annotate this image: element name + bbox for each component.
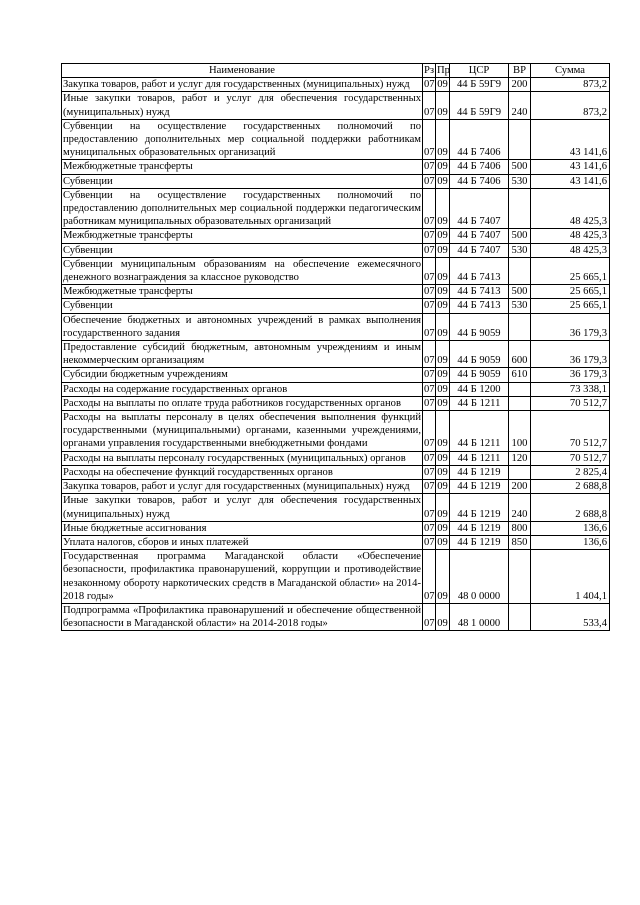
table-row: [62, 368, 610, 382]
row-vr: [509, 188, 531, 229]
row-name: Предоставление субсидий бюджетным, автономным учреждениям и иным некоммерческим организациям: [63, 342, 421, 367]
row-name: Закупка товаров, работ и услуг для государственных (муниципальных) нужд: [62, 78, 423, 92]
row-vr: 240: [509, 494, 531, 521]
table-row: [62, 603, 610, 630]
row-sum: 1 404,1: [531, 550, 610, 604]
row-csr: 44 Б 1219: [450, 521, 509, 535]
row-sum: 136,6: [531, 521, 610, 535]
row-vr: 100: [509, 411, 531, 452]
row-rz: 07: [423, 313, 436, 340]
row-rz: 07: [424, 286, 435, 298]
row-pr: 09: [437, 383, 448, 395]
table-row: [62, 480, 610, 494]
row-rz: 07: [424, 522, 435, 534]
row-sum: 36 179,3: [531, 313, 610, 340]
header-csr: ЦСР: [450, 64, 509, 78]
row-name: Межбюджетные трансферты: [62, 160, 423, 174]
row-pr: 09: [436, 494, 450, 521]
table-row: [62, 188, 610, 229]
table-row: [62, 92, 610, 119]
row-vr: 200: [509, 480, 531, 494]
row-pr: 09: [436, 92, 450, 119]
row-rz: 07: [424, 481, 435, 493]
row-name: Расходы на выплаты персоналу государственных (муниципальных) органов: [62, 451, 423, 465]
row-sum: 70 512,7: [531, 451, 610, 465]
table-row: [62, 535, 610, 549]
row-pr: 09: [436, 257, 450, 284]
table-row: [62, 494, 610, 521]
table-row: [62, 119, 610, 160]
table-row: [62, 341, 610, 368]
row-vr: [509, 119, 531, 160]
row-sum: 36 179,3: [531, 341, 610, 368]
table-row: [62, 550, 610, 604]
row-vr: 800: [509, 521, 531, 535]
row-vr: 500: [509, 229, 531, 243]
row-csr: 44 Б 9059: [450, 313, 509, 340]
table-row: [62, 396, 610, 410]
table-row: [62, 174, 610, 188]
row-rz: 07: [424, 79, 435, 91]
row-name: Расходы на выплаты персоналу в целях обеспечения выполнения функций государственными (муниципальными) органами, казенными учреждениями, органами управления государственными внебюджетными фондами: [63, 412, 421, 450]
row-name: Субвенции на осуществление государственных полномочий по предоставлению дополнительных мер социальной поддержки педагогическим работникам муниципальных образовательных организаций: [63, 189, 421, 228]
row-csr: 44 Б 1219: [450, 465, 509, 479]
row-name: Субвенции на осуществление государственных полномочий по предоставлению дополнительных мер социальной поддержки работникам муниципальных образовательных организаций: [63, 120, 421, 159]
row-rz: 07: [424, 383, 435, 395]
row-rz: 07: [423, 603, 436, 630]
row-vr: [509, 313, 531, 340]
row-pr: 09: [437, 79, 448, 91]
row-name: Иные закупки товаров, работ и услуг для обеспечения государственных (муниципальных) нужд: [63, 93, 421, 118]
row-pr: 09: [437, 369, 448, 381]
header-name: Наименование: [62, 64, 423, 78]
row-pr: 09: [437, 466, 448, 478]
row-sum: 25 665,1: [531, 299, 610, 313]
row-vr: [509, 382, 531, 396]
row-csr: 44 Б 59Г9: [450, 92, 509, 119]
row-csr: 44 Б 7413: [450, 285, 509, 299]
table-header-row: [62, 64, 610, 78]
row-csr: 44 Б 1219: [450, 494, 509, 521]
table-row: [62, 451, 610, 465]
row-csr: 44 Б 1211: [450, 396, 509, 410]
row-vr: 850: [509, 535, 531, 549]
row-rz: 07: [424, 397, 435, 409]
row-vr: 200: [509, 78, 531, 92]
row-sum: 2 688,8: [531, 494, 610, 521]
row-rz: 07: [424, 536, 435, 548]
row-sum: 25 665,1: [531, 285, 610, 299]
row-csr: 48 0 0000: [450, 550, 509, 604]
row-csr: 44 Б 7413: [450, 299, 509, 313]
row-name: Субвенции: [62, 299, 423, 313]
row-pr: 09: [436, 603, 450, 630]
row-pr: 09: [437, 244, 448, 256]
row-vr: [509, 396, 531, 410]
row-pr: 09: [437, 161, 448, 173]
row-rz: 07: [424, 161, 435, 173]
row-pr: 09: [436, 313, 450, 340]
row-rz: 07: [424, 369, 435, 381]
row-csr: 44 Б 9059: [450, 368, 509, 382]
row-rz: 07: [423, 494, 436, 521]
row-pr: 09: [436, 550, 450, 604]
row-name: Межбюджетные трансферты: [62, 229, 423, 243]
row-csr: 44 Б 1219: [450, 535, 509, 549]
row-csr: 44 Б 1211: [450, 411, 509, 452]
row-pr: 09: [436, 119, 450, 160]
table-row: [62, 382, 610, 396]
row-pr: 09: [436, 188, 450, 229]
row-name: Расходы на обеспечение функций государственных органов: [62, 465, 423, 479]
row-sum: 70 512,7: [531, 396, 610, 410]
row-name: Расходы на выплаты по оплате труда работников государственных органов: [62, 396, 423, 410]
row-pr: 09: [436, 341, 450, 368]
row-pr: 09: [437, 397, 448, 409]
row-vr: 610: [509, 368, 531, 382]
row-sum: 73 338,1: [531, 382, 610, 396]
row-vr: [509, 550, 531, 604]
row-pr: 09: [437, 300, 448, 312]
row-name: Уплата налогов, сборов и иных платежей: [62, 535, 423, 549]
table-row: [62, 160, 610, 174]
header-sum: Сумма: [531, 64, 610, 78]
row-csr: 44 Б 7406: [450, 174, 509, 188]
row-pr: 09: [437, 481, 448, 493]
row-name: Расходы на содержание государственных органов: [62, 382, 423, 396]
row-sum: 136,6: [531, 535, 610, 549]
row-vr: 600: [509, 341, 531, 368]
row-name: Субвенции: [62, 174, 423, 188]
budget-table: [61, 63, 610, 631]
row-vr: 120: [509, 451, 531, 465]
row-rz: 07: [423, 119, 436, 160]
row-name: Субвенции муниципальным образованиям на обеспечение ежемесячного денежного вознаграждения за классное руководство: [63, 258, 421, 284]
row-rz: 07: [424, 175, 435, 187]
row-csr: 44 Б 9059: [450, 341, 509, 368]
row-sum: 43 141,6: [531, 119, 610, 160]
header-pr: Пр: [437, 65, 450, 76]
row-pr: 09: [437, 536, 448, 548]
row-vr: 530: [509, 243, 531, 257]
row-csr: 44 Б 7407: [450, 229, 509, 243]
row-rz: 07: [424, 230, 435, 242]
row-sum: 43 141,6: [531, 174, 610, 188]
table-row: [62, 299, 610, 313]
header-rz: Рз: [424, 65, 435, 76]
row-pr: 09: [437, 230, 448, 242]
row-rz: 07: [424, 244, 435, 256]
row-sum: 533,4: [531, 603, 610, 630]
row-vr: [509, 465, 531, 479]
row-vr: [509, 603, 531, 630]
row-pr: 09: [437, 522, 448, 534]
row-sum: 873,2: [531, 92, 610, 119]
row-sum: 70 512,7: [531, 411, 610, 452]
row-name: Закупка товаров, работ и услуг для государственных (муниципальных) нужд: [62, 480, 423, 494]
row-rz: 07: [423, 92, 436, 119]
row-vr: 500: [509, 160, 531, 174]
row-sum: 43 141,6: [531, 160, 610, 174]
row-sum: 873,2: [531, 78, 610, 92]
table-row: [62, 257, 610, 284]
row-sum: 48 425,3: [531, 229, 610, 243]
row-pr: 09: [437, 175, 448, 187]
row-csr: 44 Б 7406: [450, 119, 509, 160]
row-csr: 44 Б 1219: [450, 480, 509, 494]
row-sum: 36 179,3: [531, 368, 610, 382]
row-rz: 07: [424, 300, 435, 312]
row-pr: 09: [437, 452, 448, 464]
row-name: Подпрограмма «Профилактика правонарушений и обеспечение общественной безопасности в Магаданской области» на 2014-2018 годы»: [63, 604, 421, 630]
header-vr: ВР: [509, 64, 531, 78]
table-row: [62, 229, 610, 243]
row-vr: 240: [509, 92, 531, 119]
table-row: [62, 465, 610, 479]
row-csr: 44 Б 7407: [450, 188, 509, 229]
row-csr: 44 Б 1211: [450, 451, 509, 465]
row-name: Государственная программа Магаданской области «Обеспечение безопасности, профилактика правонарушений, коррупции и противодействие незаконному обороту наркотических средств в Магаданской области» на 2014-2018 годы»: [63, 551, 421, 602]
row-sum: 48 425,3: [531, 243, 610, 257]
row-name: Обеспечение бюджетных и автономных учреждений в рамках выполнения государственного задания: [63, 314, 421, 339]
row-rz: 07: [424, 452, 435, 464]
row-rz: 07: [423, 257, 436, 284]
row-sum: 2 688,8: [531, 480, 610, 494]
table-row: [62, 78, 610, 92]
row-name: Межбюджетные трансферты: [62, 285, 423, 299]
row-csr: 48 1 0000: [450, 603, 509, 630]
row-name: Иные бюджетные ассигнования: [62, 521, 423, 535]
row-vr: 500: [509, 285, 531, 299]
row-rz: 07: [423, 341, 436, 368]
row-sum: 25 665,1: [531, 257, 610, 284]
row-vr: 530: [509, 299, 531, 313]
row-csr: 44 Б 7406: [450, 160, 509, 174]
table-row: [62, 285, 610, 299]
row-pr: 09: [437, 286, 448, 298]
row-vr: 530: [509, 174, 531, 188]
row-name: Субвенции: [62, 243, 423, 257]
table-row: [62, 521, 610, 535]
row-rz: 07: [423, 188, 436, 229]
row-sum: 2 825,4: [531, 465, 610, 479]
row-name: Субсидии бюджетным учреждениям: [62, 368, 423, 382]
row-name: Иные закупки товаров, работ и услуг для обеспечения государственных (муниципальных) нужд: [63, 495, 421, 520]
table-row: [62, 243, 610, 257]
row-vr: [509, 257, 531, 284]
row-csr: 44 Б 7407: [450, 243, 509, 257]
row-csr: 44 Б 59Г9: [450, 78, 509, 92]
table-row: [62, 411, 610, 452]
row-csr: 44 Б 1200: [450, 382, 509, 396]
row-csr: 44 Б 7413: [450, 257, 509, 284]
table-row: [62, 313, 610, 340]
row-rz: 07: [424, 466, 435, 478]
row-sum: 48 425,3: [531, 188, 610, 229]
row-rz: 07: [423, 411, 436, 452]
row-pr: 09: [436, 411, 450, 452]
row-rz: 07: [423, 550, 436, 604]
